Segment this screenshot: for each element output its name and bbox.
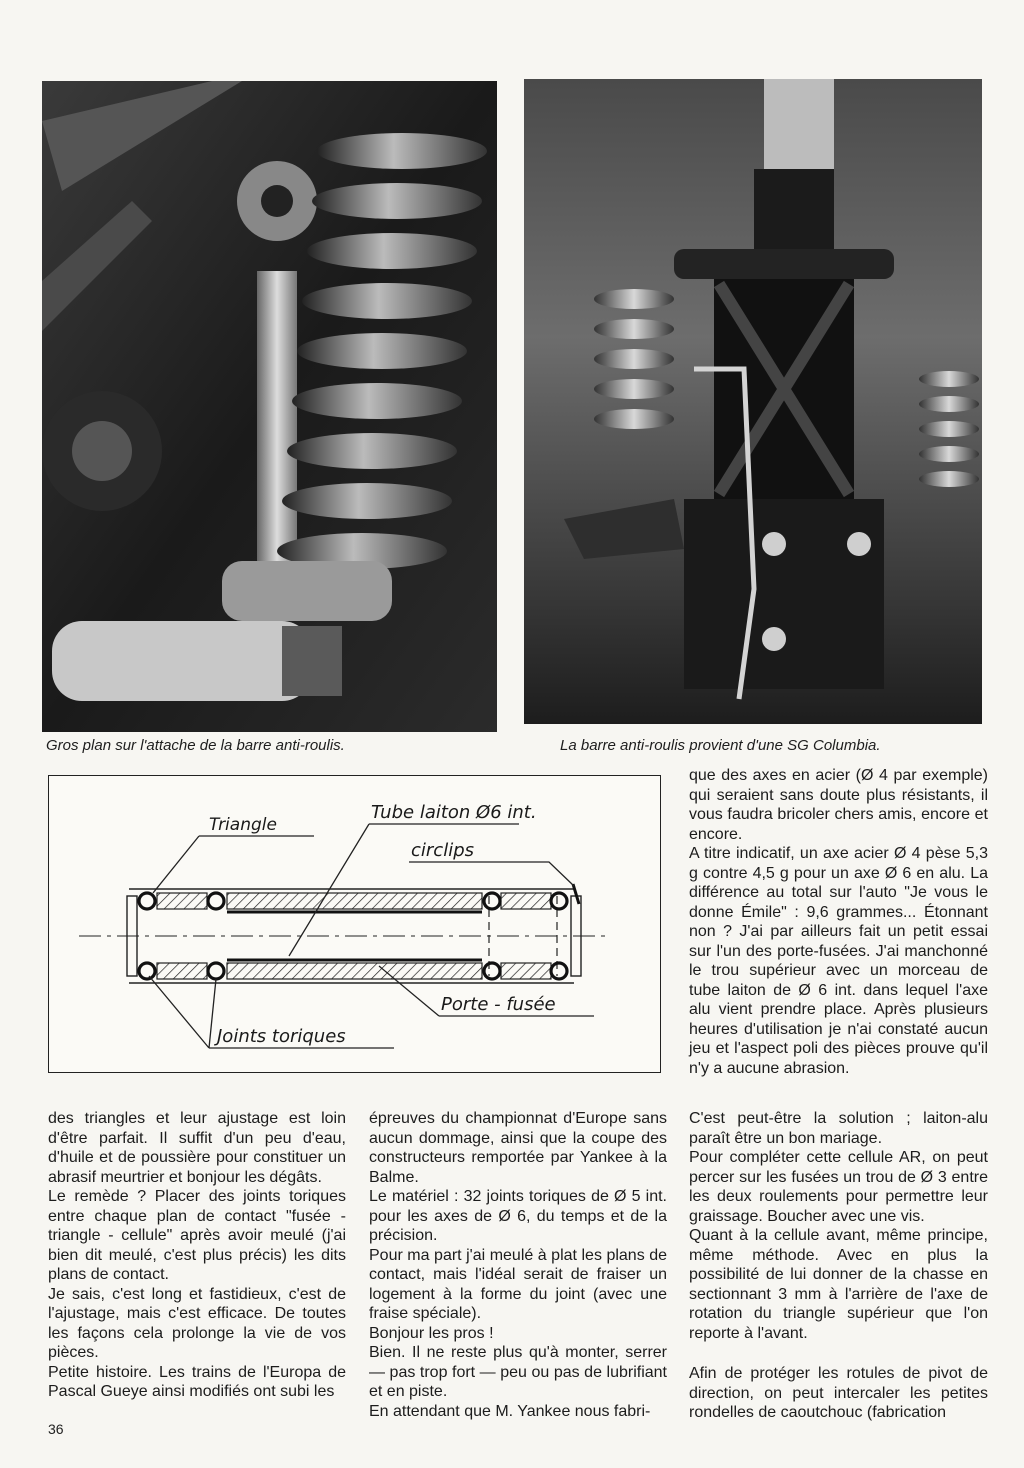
paragraph: Je sais, c'est long et fastidieux, c'est de l'ajustage, mais c'est efficace. De toutes les façons cela prolonge la vie de vos pièces. [48, 1285, 346, 1361]
o-ring [551, 893, 567, 909]
paragraph: Quant à la cellule avant, même principe, même méthode. Avec en plus la possibilité de lui donner de la chasse en sectionnant 3 mm à l'arrière de l'axe de rotation du triangle supérieur que l'on reporte à l'avant. [689, 1227, 988, 1342]
paragraph: Bonjour les pros ! [369, 1324, 494, 1342]
photo-anti-roll-bar-attachment [42, 81, 497, 732]
article-column-top-right [689, 766, 988, 1078]
paragraph: Bien. Il ne reste plus qu'à monter, serrer — pas trop fort — peu ou pas de lubrifiant et en piste. [369, 1344, 667, 1400]
diagram-label-triangle: Triangle [209, 815, 277, 835]
paragraph: En attendant que M. Yankee nous fabri- [369, 1402, 651, 1420]
paragraph: Petite histoire. Les trains de l'Europa de Pascal Gueye ainsi modifiés ont subi les [48, 1363, 346, 1400]
paragraph: des triangles et leur ajustage est loin d'être parfait. Il suffit d'un peu d'eau, d'huile et de poussière pour constituer un abrasif meurtrier et bonjour les dégâts. [48, 1110, 346, 1186]
porte-fusee-top [227, 893, 482, 909]
paragraph: Pour ma part j'ai meulé à plat les plans de contact, mais l'idéal serait de fraiser un logement à la forme du joint (avec une fraise spéciale). [369, 1246, 667, 1322]
page-number: 36 [48, 1421, 64, 1437]
photo-left-illustration [42, 81, 497, 732]
o-ring [208, 893, 224, 909]
porte-fusee-bottom [227, 963, 482, 979]
photo-caption-right: La barre anti-roulis provient d'une SG Columbia. [560, 737, 881, 754]
o-ring [208, 963, 224, 979]
triangle-segment-top [157, 893, 207, 909]
o-ring [484, 893, 500, 909]
paragraph: Pour compléter cette cellule AR, on peut percer sur les fusées un trou de Ø 3 entre les deux roulements pour permettre leur graissage. Boucher avec une vis. [689, 1149, 988, 1225]
o-ring [139, 893, 155, 909]
o-ring [551, 963, 567, 979]
triangle-segment-bottom [157, 963, 207, 979]
photo-right-illustration [524, 79, 982, 724]
diagram-label-circlips: circlips [411, 840, 474, 861]
article-column-2 [369, 1109, 667, 1421]
paragraph: C'est peut-être la solution ; laiton-alu paraît être un bon mariage. [689, 1110, 988, 1147]
paragraph: épreuves du championnat d'Europe sans aucun dommage, ainsi que la coupe des constructeurs remportée par Yankee à la Balme. [369, 1110, 667, 1186]
o-ring [484, 963, 500, 979]
diagram-label-porte-fusee: Porte - fusée [441, 994, 556, 1015]
diagram-drawing [49, 776, 659, 1071]
paragraph: que des axes en acier (Ø 4 par exemple) qui seraient sans doute plus résistants, il vous faudra bricoler chers amis, encore et encore. [689, 767, 988, 843]
o-ring [139, 963, 155, 979]
diagram-label-tube: Tube laiton Ø6 int. [371, 802, 537, 823]
paragraph: Afin de protéger les rotules de pivot de direction, on peut intercaler les petites rondelles de caoutchouc (fabrication [689, 1365, 988, 1421]
paragraph: A titre indicatif, un axe acier Ø 4 pèse 5,3 g contre 4,5 g pour un axe Ø 6 en alu. La différence au total sur l'auto "Je vous le donne Émile" : 9,6 grammes... Étonnant non ? J'ai par ailleurs fait un petit essai sur l'un des porte-fusées. J'ai manchonné le trou supérieur avec un morceau de tube laiton de Ø 6 int. dans lequel l'axe alu vient prendre place. Après plusieurs heures d'utilisation je n'ai constaté aucun jeu et l'aspect poli des pièces prouve qu'il n'y a aucune abrasion. [689, 845, 988, 1077]
article-column-3 [689, 1109, 988, 1423]
photo-caption-left: Gros plan sur l'attache de la barre anti-roulis. [46, 737, 345, 754]
article-column-1 [48, 1109, 346, 1402]
photo-anti-roll-bar-sg-columbia [524, 79, 982, 724]
paragraph: Le remède ? Placer des joints toriques entre chaque plan de contact "fusée - triangle - cellule" après avoir meulé (j'ai bien dit meulé, c'est plus précis) les dits plans de contact. [48, 1188, 346, 1283]
diagram-label-joints: Joints toriques [217, 1026, 346, 1047]
paragraph: Le matériel : 32 joints toriques de Ø 5 int. pour les axes de Ø 6, du temps et de la précision. [369, 1188, 667, 1244]
technical-diagram [48, 775, 661, 1073]
